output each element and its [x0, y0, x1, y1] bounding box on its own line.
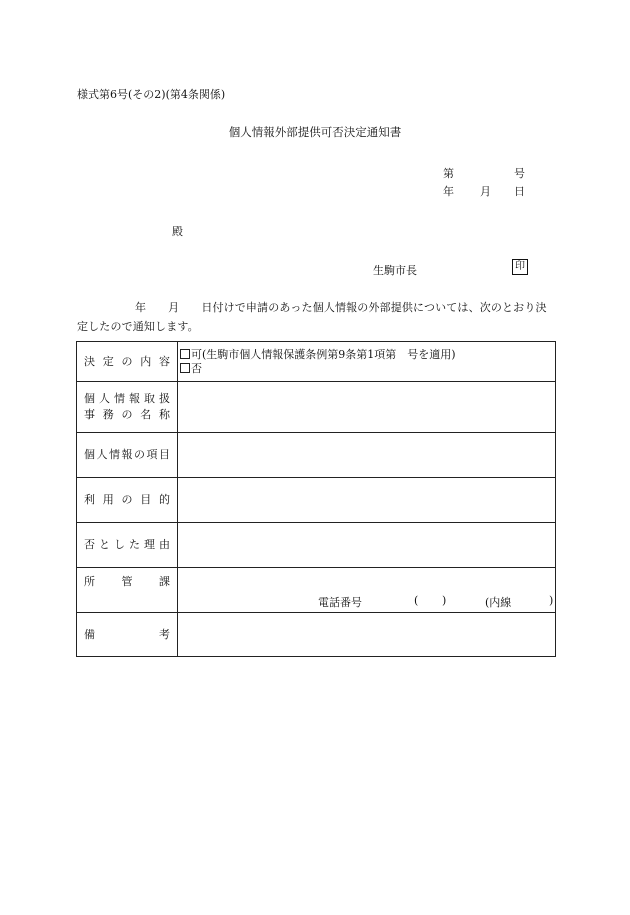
option-approve-label: 可(生駒市個人情報保護条例第9条第1項第 号を適用) [191, 347, 456, 361]
option-approve[interactable] [180, 348, 555, 362]
remarks-label-cell [77, 613, 178, 657]
table-row-remarks [77, 613, 556, 657]
body-year: 年 [135, 301, 147, 314]
checkbox-icon[interactable] [180, 363, 190, 373]
option-reject[interactable] [180, 362, 555, 376]
document-title: 個人情報外部提供可否決定通知書 [228, 125, 402, 139]
form-number: 様式第6号(その2)(第4条関係) [77, 88, 226, 101]
decision-label: 決定の内容 [84, 354, 170, 368]
items-label: 個人情報の項目 [84, 448, 170, 461]
remarks-value-cell[interactable] [178, 613, 556, 657]
reason-label: 否とした理由 [84, 538, 170, 551]
department-label-cell [77, 568, 178, 613]
option-reject-label: 否 [191, 361, 202, 375]
decision-table [76, 341, 556, 657]
purpose-label-cell [77, 478, 178, 523]
table-row-department [77, 568, 556, 613]
phone-paren-close: ) [442, 594, 447, 607]
office-label-cell [77, 382, 178, 433]
table-row-items [77, 433, 556, 478]
date-month-label: 月 [480, 185, 491, 198]
purpose-label: 利用の目的 [84, 493, 170, 506]
reason-label-cell [77, 523, 178, 568]
doc-number-prefix: 第 [443, 167, 454, 180]
department-label: 所管課 [84, 575, 170, 588]
date-day-label: 日 [514, 185, 525, 198]
decision-label-cell [77, 342, 178, 382]
table-row-decision [77, 342, 556, 382]
table-row-purpose [77, 478, 556, 523]
extension-label: (内線 [485, 596, 512, 609]
decision-value-cell [178, 342, 556, 382]
purpose-value-cell[interactable] [178, 478, 556, 523]
table-row-office [77, 382, 556, 433]
phone-label: 電話番号 [318, 596, 362, 609]
table-row-reason [77, 523, 556, 568]
addressee-suffix: 殿 [172, 225, 183, 238]
phone-paren-open: ( [414, 594, 419, 607]
issuer-name: 生駒市長 [373, 264, 417, 277]
body-text: 日付けで申請のあった個人情報の外部提供については、次のとおり決定したので通知します。 [77, 301, 547, 333]
doc-number-suffix: 号 [514, 167, 525, 180]
items-label-cell [77, 433, 178, 478]
office-value-cell[interactable] [178, 382, 556, 433]
checkbox-icon[interactable] [180, 349, 190, 359]
reason-value-cell[interactable] [178, 523, 556, 568]
notice-body [77, 298, 556, 336]
items-value-cell[interactable] [178, 433, 556, 478]
office-label-line2: 事務の名称 [84, 408, 170, 421]
remarks-label: 備考 [84, 627, 170, 641]
office-label-line1: 個人情報取扱 [84, 392, 170, 405]
department-value-cell[interactable] [178, 568, 556, 613]
extension-paren-close: ) [549, 594, 554, 607]
body-month: 月 [168, 301, 180, 314]
seal-mark: 印 [512, 259, 528, 275]
date-year-label: 年 [443, 185, 454, 198]
